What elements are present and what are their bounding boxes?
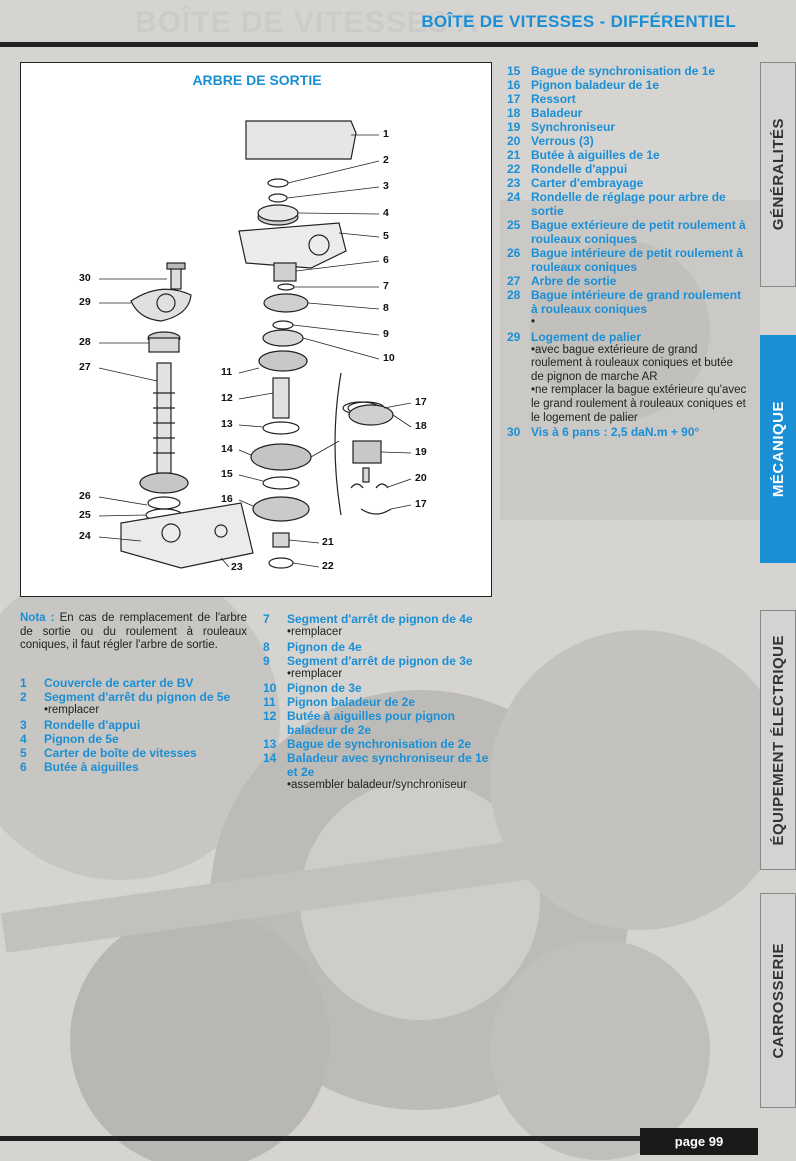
list-item: 11 Pignon baladeur de 2e	[263, 695, 416, 710]
callout-19: 19	[415, 446, 427, 458]
list-item: 27 Arbre de sortie	[507, 274, 617, 288]
list-item: 4 Pignon de 5e	[20, 731, 119, 746]
parts-list-middle	[263, 612, 493, 793]
callout-26: 26	[79, 490, 91, 502]
callout-7: 7	[383, 280, 389, 292]
callout-15: 15	[221, 468, 233, 480]
item-note	[507, 316, 747, 330]
callout-8: 8	[383, 302, 389, 314]
tab-label: MÉCANIQUE	[769, 400, 787, 498]
list-item: 15 Bague de synchronisation de 1e	[507, 64, 716, 78]
top-rule	[0, 42, 758, 47]
list-item: 2 Segment d'arrêt du pignon de 5e	[20, 690, 231, 704]
page-header-title: BOÎTE DE VITESSES - DIFFÉRENTIEL	[421, 12, 736, 31]
parts-list-right	[507, 64, 747, 439]
callout-13: 13	[221, 418, 233, 430]
callout-28: 28	[79, 336, 91, 348]
list-item: 21 Butée à aiguilles de 1e	[507, 148, 660, 162]
list-item: 10 Pignon de 3e	[263, 681, 362, 696]
item-note: • ne remplacer la bague extérieure qu'avec le grand roulement à rouleaux coniques et le logement de palier	[507, 384, 747, 425]
callout-29: 29	[79, 296, 91, 308]
list-item: 8 Pignon de 4e	[263, 639, 362, 654]
list-item: 13 Bague de synchronisation de 2e	[263, 737, 472, 752]
callout-17-bottom: 17	[415, 498, 427, 510]
callout-2: 2	[383, 154, 389, 166]
list-item: 29 Logement de palier	[507, 329, 642, 344]
page-number: page 99	[640, 1128, 758, 1155]
list-item: 25 Bague extérieure de petit roulement à rouleaux coniques	[507, 218, 746, 246]
bottom-rule	[0, 1136, 660, 1141]
list-item: 22 Rondelle d'appui	[507, 162, 628, 176]
item-note: • remplacer	[20, 704, 250, 718]
list-item: 12 Butée à aiguilles pour pignon baladeur de 2e	[263, 709, 456, 738]
tab-mecanique[interactable]	[760, 335, 796, 563]
callout-4: 4	[383, 207, 389, 219]
list-item: 14 Baladeur avec synchroniseur de 1e et 2e	[263, 751, 489, 780]
callout-10: 10	[383, 352, 395, 364]
tab-equipement-electrique[interactable]	[760, 610, 796, 870]
list-item: 19 Synchroniseur	[507, 120, 616, 134]
callout-1: 1	[383, 128, 389, 140]
item-note: • remplacer	[263, 626, 493, 640]
item-note: • remplacer	[263, 668, 493, 682]
list-item: 5 Carter de boîte de vitesses	[20, 745, 197, 760]
callout-21: 21	[322, 536, 334, 548]
tab-label: ÉQUIPEMENT ÉLECTRIQUE	[769, 634, 787, 846]
callout-25: 25	[79, 509, 91, 521]
callout-5: 5	[383, 230, 389, 242]
list-item: 30 Vis à 6 pans : 2,5 daN.m + 90°	[507, 425, 700, 440]
note-key: Nota :	[20, 612, 55, 624]
diagram-title: ARBRE DE SORTIE	[192, 72, 322, 88]
list-item: 16 Pignon baladeur de 1e	[507, 78, 660, 92]
parts-list-left	[20, 676, 250, 774]
callout-17-top: 17	[415, 396, 427, 408]
list-item: 28 Bague intérieure de grand roulement à rouleaux coniques	[507, 288, 742, 316]
callout-14: 14	[221, 443, 233, 455]
callout-16: 16	[221, 493, 233, 505]
item-note: • avec bague extérieure de grand roulement à rouleaux coniques et butée de pignon de marche AR	[507, 344, 747, 385]
list-item: 24 Rondelle de réglage pour arbre de sortie	[507, 190, 726, 218]
tab-label: CARROSSERIE	[769, 942, 787, 1059]
list-item: 7 Segment d'arrêt de pignon de 4e	[263, 612, 473, 626]
tab-carrosserie[interactable]	[760, 893, 796, 1108]
callout-11: 11	[221, 366, 233, 378]
list-item: 9 Segment d'arrêt de pignon de 3e	[263, 653, 473, 668]
tab-label: GÉNÉRALITÉS	[769, 118, 787, 231]
callout-6: 6	[383, 254, 389, 266]
exploded-drawing	[21, 63, 491, 596]
exploded-diagram	[20, 62, 492, 597]
callout-27: 27	[79, 361, 91, 373]
list-item: 18 Baladeur	[507, 106, 583, 120]
note-block	[20, 612, 247, 653]
tab-generalites[interactable]	[760, 62, 796, 287]
header-ghost-title: BOÎTE DE VITESSES A	[135, 6, 480, 39]
callout-22: 22	[322, 560, 334, 572]
callout-3: 3	[383, 180, 389, 192]
callout-24: 24	[79, 530, 91, 542]
list-item: 17 Ressort	[507, 92, 576, 106]
list-item: 26 Bague intérieure de petit roulement à rouleaux coniques	[507, 246, 744, 274]
list-item: 3 Rondelle d'appui	[20, 717, 141, 732]
list-item: 20 Verrous (3)	[507, 134, 594, 148]
callout-18: 18	[415, 420, 427, 432]
item-note: • assembler baladeur/synchroniseur	[263, 779, 493, 793]
callout-23: 23	[231, 561, 243, 573]
callout-20: 20	[415, 472, 427, 484]
list-item: 1 Couvercle de carter de BV	[20, 676, 194, 690]
note-text: En cas de remplacement de l'arbre de sortie ou du roulement à rouleaux coniques, il faut régler l'arbre de sortie.	[20, 612, 247, 652]
callout-30: 30	[79, 272, 91, 284]
list-item: 23 Carter d'embrayage	[507, 176, 644, 190]
callout-9: 9	[383, 328, 389, 340]
list-item: 6 Butée à aiguilles	[20, 759, 139, 774]
callout-12: 12	[221, 392, 233, 404]
